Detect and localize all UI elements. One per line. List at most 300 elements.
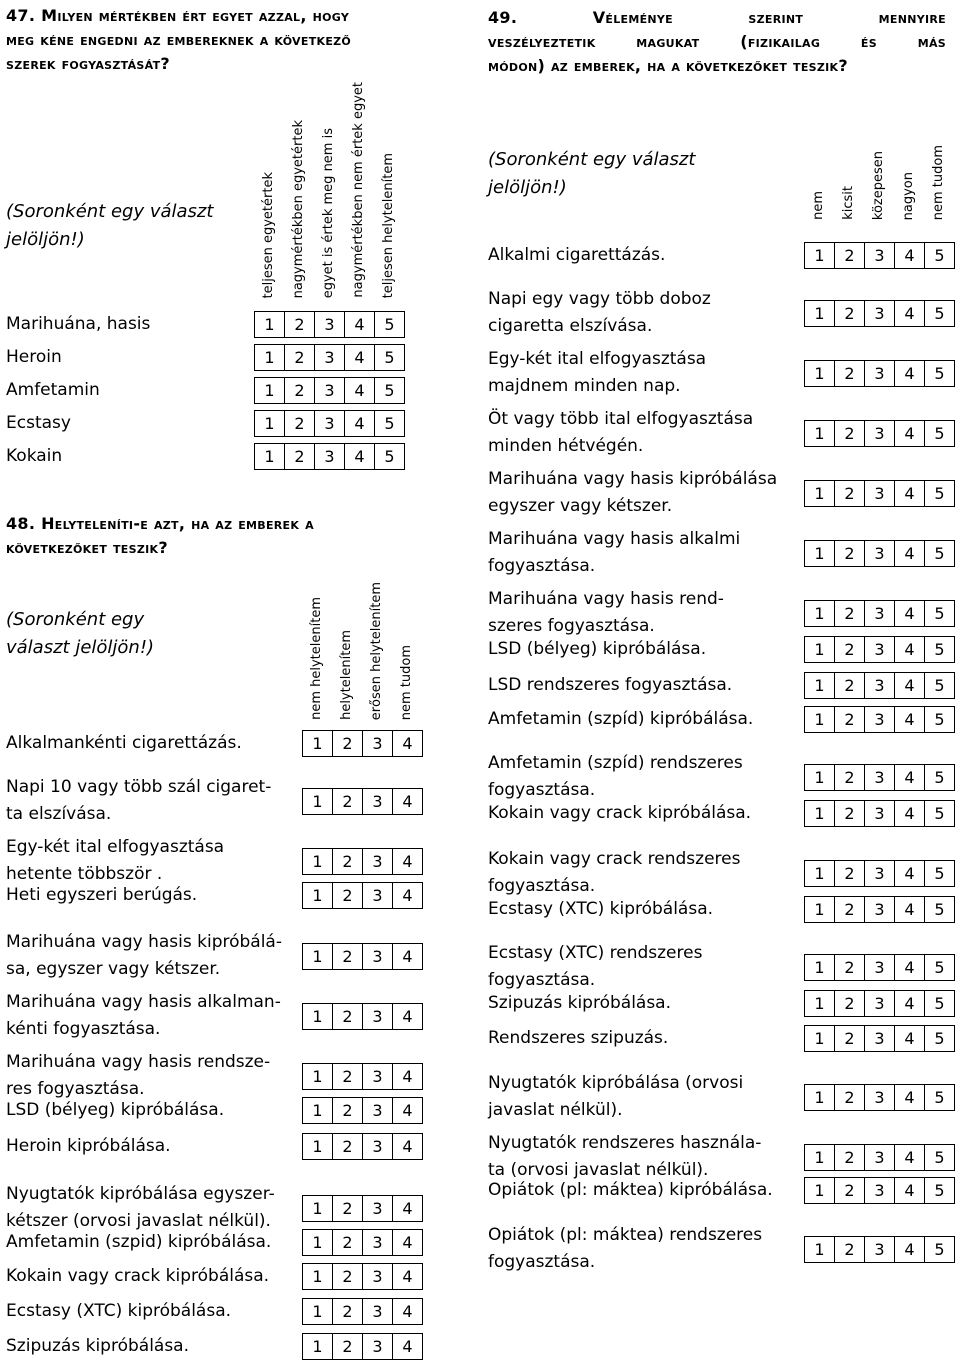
answer-option-1[interactable]: 1	[804, 636, 835, 663]
answer-option-2[interactable]: 2	[332, 1263, 363, 1290]
answer-option-5[interactable]: 5	[924, 1236, 955, 1263]
item-label-line: Ecstasy (XTC) rendszeres	[488, 943, 703, 963]
answer-options	[804, 1025, 954, 1052]
item-label	[488, 636, 706, 663]
answer-option-1[interactable]: 1	[804, 420, 835, 447]
q49-title-line1: 49. Véleménye szerint mennyire	[488, 8, 946, 27]
answer-option-3[interactable]: 3	[314, 344, 345, 371]
q49-title-line3: módon) az emberek, ha a következőket teszik?	[488, 56, 848, 75]
answer-option-2[interactable]: 2	[834, 600, 865, 627]
answer-option-5[interactable]: 5	[374, 410, 405, 437]
answer-option-1[interactable]: 1	[804, 1084, 835, 1111]
q48-header-3: erősen helytelenítem	[369, 582, 384, 721]
answer-option-5[interactable]: 5	[924, 242, 955, 269]
item-label	[6, 1049, 270, 1103]
q47-title-line2: meg kéne engedni az embereknek a következő	[6, 30, 352, 49]
item-label-line: Egy-két ital elfogyasztása	[488, 349, 707, 369]
item-label	[6, 1133, 171, 1160]
answer-option-1[interactable]: 1	[804, 990, 835, 1017]
item-label-line: Napi 10 vagy több szál cigaret-	[6, 777, 272, 797]
answer-option-3[interactable]: 3	[864, 360, 895, 387]
answer-option-5[interactable]: 5	[924, 600, 955, 627]
item-label	[6, 989, 281, 1043]
answer-option-1[interactable]: 1	[804, 706, 835, 733]
answer-option-2[interactable]: 2	[332, 788, 363, 815]
item-label-line: Heroin kipróbálása.	[6, 1136, 171, 1156]
item-label-line: sa, egyszer vagy kétszer.	[6, 959, 221, 979]
answer-option-3[interactable]: 3	[362, 943, 393, 970]
answer-option-3[interactable]: 3	[362, 1298, 393, 1325]
answer-option-5[interactable]: 5	[374, 377, 405, 404]
item-label	[488, 526, 740, 580]
answer-option-3[interactable]: 3	[864, 480, 895, 507]
answer-options	[804, 420, 954, 447]
answer-option-4[interactable]: 4	[392, 1298, 423, 1325]
item-label-line: Opiátok (pl: máktea) kipróbálása.	[488, 1180, 773, 1200]
answer-option-3[interactable]: 3	[362, 848, 393, 875]
q49-instruction-line2: jelöljön!)	[488, 177, 567, 198]
answer-option-3[interactable]: 3	[362, 882, 393, 909]
answer-option-4[interactable]: 4	[894, 540, 925, 567]
answer-option-1[interactable]: 1	[804, 540, 835, 567]
answer-option-2[interactable]: 2	[834, 300, 865, 327]
answer-option-4[interactable]: 4	[392, 1003, 423, 1030]
answer-option-2[interactable]: 2	[332, 882, 363, 909]
item-label	[6, 410, 71, 437]
answer-option-5[interactable]: 5	[374, 344, 405, 371]
answer-option-2[interactable]: 2	[834, 360, 865, 387]
q47-header-1: teljesen egyetértek	[261, 172, 276, 299]
item-label-line: Amfetamin (szpíd) kipróbálása.	[488, 709, 754, 729]
answer-option-4[interactable]: 4	[894, 420, 925, 447]
answer-options	[254, 377, 404, 404]
item-label-line: Marihuána vagy hasis rendsze-	[6, 1052, 271, 1072]
answer-option-2[interactable]: 2	[332, 730, 363, 757]
item-label-line: LSD (bélyeg) kipróbálása.	[488, 639, 707, 659]
answer-option-5[interactable]: 5	[924, 706, 955, 733]
answer-option-4[interactable]: 4	[894, 600, 925, 627]
answer-option-3[interactable]: 3	[362, 1229, 393, 1256]
q48-instruction	[6, 606, 154, 662]
q49-instruction	[488, 146, 695, 202]
item-label-line: Rendszeres szipuzás.	[488, 1028, 669, 1048]
item-label	[6, 834, 224, 888]
answer-options	[804, 896, 954, 923]
item-label-line: Heroin	[6, 347, 62, 367]
q47-title-line1: 47. Milyen mértékben ért egyet azzal, hogy	[6, 6, 350, 25]
item-label-line: LSD rendszeres fogyasztása.	[488, 675, 733, 695]
answer-option-5[interactable]: 5	[924, 896, 955, 923]
item-label	[488, 242, 665, 269]
answer-option-1[interactable]: 1	[302, 1229, 333, 1256]
q49-header-4: nagyon	[901, 172, 916, 221]
answer-option-4[interactable]: 4	[392, 943, 423, 970]
item-label-line: Marihuána vagy hasis alkalmi	[488, 529, 741, 549]
answer-option-3[interactable]: 3	[314, 410, 345, 437]
item-label	[488, 586, 724, 640]
answer-option-3[interactable]: 3	[864, 990, 895, 1017]
answer-option-4[interactable]: 4	[344, 311, 375, 338]
answer-option-2[interactable]: 2	[332, 1229, 363, 1256]
answer-option-5[interactable]: 5	[924, 420, 955, 447]
answer-option-3[interactable]: 3	[362, 730, 393, 757]
answer-option-4[interactable]: 4	[894, 636, 925, 663]
answer-option-1[interactable]: 1	[254, 377, 285, 404]
answer-option-1[interactable]: 1	[302, 730, 333, 757]
answer-option-4[interactable]: 4	[894, 242, 925, 269]
answer-options	[804, 990, 954, 1017]
q49-header-3: közepesen	[871, 151, 886, 221]
answer-option-4[interactable]: 4	[894, 300, 925, 327]
answer-option-4[interactable]: 4	[392, 1097, 423, 1124]
answer-option-1[interactable]: 1	[804, 800, 835, 827]
answer-option-3[interactable]: 3	[864, 1236, 895, 1263]
answer-option-4[interactable]: 4	[894, 1025, 925, 1052]
answer-option-2[interactable]: 2	[834, 860, 865, 887]
answer-option-1[interactable]: 1	[254, 311, 285, 338]
answer-option-2[interactable]: 2	[332, 1133, 363, 1160]
answer-option-4[interactable]: 4	[392, 788, 423, 815]
answer-option-3[interactable]: 3	[362, 1133, 393, 1160]
answer-option-5[interactable]: 5	[924, 672, 955, 699]
answer-option-3[interactable]: 3	[864, 860, 895, 887]
answer-option-3[interactable]: 3	[864, 672, 895, 699]
answer-option-4[interactable]: 4	[894, 480, 925, 507]
answer-options	[804, 860, 954, 887]
answer-option-5[interactable]: 5	[924, 360, 955, 387]
item-label-line: Nyugtatók kipróbálása egyszer-	[6, 1184, 275, 1204]
answer-option-3[interactable]: 3	[864, 800, 895, 827]
answer-options	[804, 636, 954, 663]
answer-option-2[interactable]: 2	[834, 764, 865, 791]
answer-option-1[interactable]: 1	[804, 954, 835, 981]
answer-option-4[interactable]: 4	[894, 1084, 925, 1111]
answer-option-2[interactable]: 2	[834, 242, 865, 269]
answer-option-3[interactable]: 3	[864, 1084, 895, 1111]
answer-option-4[interactable]: 4	[392, 848, 423, 875]
q48-header-4: nem tudom	[399, 645, 414, 721]
answer-option-2[interactable]: 2	[834, 1177, 865, 1204]
q47-instruction	[6, 198, 213, 254]
item-label	[488, 286, 711, 340]
answer-option-3[interactable]: 3	[864, 1144, 895, 1171]
item-label-line: Kokain vagy crack rendszeres	[488, 849, 741, 869]
answer-option-1[interactable]: 1	[804, 1177, 835, 1204]
answer-option-4[interactable]: 4	[344, 410, 375, 437]
answer-options	[804, 800, 954, 827]
answer-option-1[interactable]: 1	[804, 1144, 835, 1171]
answer-option-5[interactable]: 5	[374, 443, 405, 470]
answer-option-2[interactable]: 2	[332, 1333, 363, 1360]
answer-options	[804, 540, 954, 567]
answer-option-4[interactable]: 4	[344, 377, 375, 404]
answer-option-2[interactable]: 2	[834, 540, 865, 567]
item-label	[6, 1298, 231, 1325]
answer-option-4[interactable]: 4	[392, 882, 423, 909]
answer-option-3[interactable]: 3	[362, 1195, 393, 1222]
answer-option-2[interactable]: 2	[284, 377, 315, 404]
answer-options	[302, 1097, 422, 1124]
answer-option-4[interactable]: 4	[894, 990, 925, 1017]
item-label	[6, 1333, 189, 1360]
item-label-line: fogyasztása.	[488, 1252, 596, 1272]
item-label-line: Amfetamin	[6, 380, 100, 400]
item-label-line: Marihuána vagy hasis kipróbálá-	[6, 932, 282, 952]
answer-option-4[interactable]: 4	[392, 1263, 423, 1290]
item-label-line: Amfetamin (szpid) kipróbálása.	[6, 1232, 272, 1252]
item-label-line: majdnem minden nap.	[488, 376, 681, 396]
answer-option-1[interactable]: 1	[302, 1063, 333, 1090]
answer-option-2[interactable]: 2	[332, 1298, 363, 1325]
q48-title-line2: következőket teszik?	[6, 538, 168, 557]
answer-option-2[interactable]: 2	[834, 896, 865, 923]
answer-option-4[interactable]: 4	[894, 800, 925, 827]
answer-option-3[interactable]: 3	[864, 954, 895, 981]
answer-option-5[interactable]: 5	[924, 1177, 955, 1204]
answer-option-4[interactable]: 4	[392, 1195, 423, 1222]
answer-option-5[interactable]: 5	[924, 300, 955, 327]
answer-option-2[interactable]: 2	[834, 1025, 865, 1052]
answer-option-1[interactable]: 1	[302, 1097, 333, 1124]
answer-option-1[interactable]: 1	[254, 443, 285, 470]
answer-option-3[interactable]: 3	[864, 420, 895, 447]
answer-option-5[interactable]: 5	[924, 1025, 955, 1052]
answer-option-1[interactable]: 1	[302, 882, 333, 909]
answer-option-2[interactable]: 2	[332, 943, 363, 970]
answer-options	[804, 1236, 954, 1263]
answer-options	[302, 1229, 422, 1256]
answer-option-3[interactable]: 3	[362, 788, 393, 815]
item-label-line: Kokain	[6, 446, 63, 466]
answer-options	[804, 600, 954, 627]
answer-option-1[interactable]: 1	[254, 344, 285, 371]
answer-option-4[interactable]: 4	[344, 344, 375, 371]
answer-option-4[interactable]: 4	[894, 1144, 925, 1171]
answer-options	[804, 764, 954, 791]
answer-option-3[interactable]: 3	[362, 1003, 393, 1030]
answer-option-3[interactable]: 3	[314, 377, 345, 404]
answer-option-1[interactable]: 1	[302, 848, 333, 875]
answer-option-1[interactable]: 1	[302, 1333, 333, 1360]
answer-option-1[interactable]: 1	[804, 360, 835, 387]
answer-option-1[interactable]: 1	[804, 1025, 835, 1052]
answer-option-2[interactable]: 2	[834, 800, 865, 827]
answer-options	[302, 1263, 422, 1290]
answer-option-3[interactable]: 3	[864, 896, 895, 923]
answer-options	[302, 1133, 422, 1160]
answer-option-1[interactable]: 1	[804, 300, 835, 327]
answer-options	[804, 954, 954, 981]
answer-option-2[interactable]: 2	[284, 311, 315, 338]
answer-option-5[interactable]: 5	[924, 954, 955, 981]
answer-options	[254, 410, 404, 437]
answer-option-3[interactable]: 3	[362, 1263, 393, 1290]
answer-options	[804, 242, 954, 269]
answer-option-2[interactable]: 2	[284, 344, 315, 371]
answer-option-3[interactable]: 3	[864, 1177, 895, 1204]
q48-title	[6, 512, 314, 560]
item-label-line: Marihuána vagy hasis alkalman-	[6, 992, 281, 1012]
answer-option-3[interactable]: 3	[864, 600, 895, 627]
item-label-line: LSD (bélyeg) kipróbálása.	[6, 1100, 225, 1120]
answer-option-2[interactable]: 2	[834, 420, 865, 447]
item-label-line: Egy-két ital elfogyasztása	[6, 837, 225, 857]
answer-option-5[interactable]: 5	[924, 480, 955, 507]
answer-option-1[interactable]: 1	[804, 242, 835, 269]
answer-option-4[interactable]: 4	[894, 360, 925, 387]
q49-instruction-line1: (Soronként egy választ	[488, 149, 696, 170]
answer-option-4[interactable]: 4	[894, 764, 925, 791]
answer-option-4[interactable]: 4	[894, 860, 925, 887]
item-label	[488, 1177, 773, 1204]
answer-options	[804, 300, 954, 327]
q47-header-2: nagymértékben egyetértek	[291, 120, 306, 299]
item-label	[488, 1222, 762, 1276]
answer-option-5[interactable]: 5	[924, 764, 955, 791]
answer-option-4[interactable]: 4	[894, 672, 925, 699]
item-label-line: kétszer (orvosi javaslat nélkül).	[6, 1211, 271, 1231]
answer-option-2[interactable]: 2	[834, 954, 865, 981]
answer-option-2[interactable]: 2	[284, 410, 315, 437]
answer-option-2[interactable]: 2	[332, 1063, 363, 1090]
answer-option-1[interactable]: 1	[804, 764, 835, 791]
answer-option-4[interactable]: 4	[894, 1177, 925, 1204]
q47-header-3: egyet is értek meg nem is	[321, 128, 336, 299]
q48-title-line1: 48. Helyteleníti-e azt, ha az emberek a	[6, 514, 314, 533]
answer-options	[302, 1298, 422, 1325]
item-label	[488, 706, 753, 733]
answer-option-1[interactable]: 1	[302, 1263, 333, 1290]
answer-options	[302, 1333, 422, 1360]
answer-option-1[interactable]: 1	[804, 896, 835, 923]
answer-option-2[interactable]: 2	[834, 636, 865, 663]
answer-option-5[interactable]: 5	[924, 636, 955, 663]
q48-instruction-line2: választ jelöljön!)	[6, 637, 155, 658]
item-label-line: Amfetamin (szpíd) rendszeres	[488, 753, 743, 773]
item-label	[488, 466, 777, 520]
answer-option-2[interactable]: 2	[332, 1097, 363, 1124]
answer-option-2[interactable]: 2	[332, 848, 363, 875]
answer-option-3[interactable]: 3	[362, 1097, 393, 1124]
answer-options	[302, 1003, 422, 1030]
answer-option-3[interactable]: 3	[864, 636, 895, 663]
answer-options	[804, 1144, 954, 1171]
left-column	[6, 0, 446, 1363]
item-label	[6, 929, 282, 983]
answer-option-3[interactable]: 3	[362, 1063, 393, 1090]
answer-option-5[interactable]: 5	[924, 990, 955, 1017]
item-label-line: Marihuána vagy hasis rend-	[488, 589, 724, 609]
item-label-line: szeres fogyasztása.	[488, 616, 655, 636]
answer-options	[804, 1084, 954, 1111]
answer-option-4[interactable]: 4	[894, 1236, 925, 1263]
q47-instruction-line1: (Soronként egy választ	[6, 201, 214, 222]
item-label-line: fogyasztása.	[488, 970, 596, 990]
answer-option-4[interactable]: 4	[392, 730, 423, 757]
answer-option-3[interactable]: 3	[314, 443, 345, 470]
answer-option-5[interactable]: 5	[374, 311, 405, 338]
answer-option-1[interactable]: 1	[302, 1003, 333, 1030]
item-label-line: javaslat nélkül).	[488, 1100, 623, 1120]
answer-option-1[interactable]: 1	[804, 860, 835, 887]
answer-option-1[interactable]: 1	[302, 788, 333, 815]
answer-option-3[interactable]: 3	[864, 706, 895, 733]
answer-option-2[interactable]: 2	[834, 1236, 865, 1263]
answer-option-1[interactable]: 1	[302, 1133, 333, 1160]
answer-option-3[interactable]: 3	[864, 300, 895, 327]
answer-option-1[interactable]: 1	[804, 480, 835, 507]
answer-option-2[interactable]: 2	[332, 1195, 363, 1222]
answer-option-4[interactable]: 4	[392, 1063, 423, 1090]
answer-option-4[interactable]: 4	[392, 1333, 423, 1360]
q47-header-5: teljesen helytelenítem	[381, 153, 396, 299]
item-label-line: egyszer vagy kétszer.	[488, 496, 673, 516]
answer-option-2[interactable]: 2	[834, 1084, 865, 1111]
item-label	[6, 311, 150, 338]
answer-option-4[interactable]: 4	[344, 443, 375, 470]
answer-option-4[interactable]: 4	[894, 706, 925, 733]
answer-option-3[interactable]: 3	[864, 540, 895, 567]
item-label	[6, 882, 197, 909]
answer-option-1[interactable]: 1	[804, 600, 835, 627]
item-label-line: res fogyasztása.	[6, 1079, 145, 1099]
answer-option-4[interactable]: 4	[894, 896, 925, 923]
answer-option-2[interactable]: 2	[834, 706, 865, 733]
item-label-line: Opiátok (pl: máktea) rendszeres	[488, 1225, 763, 1245]
answer-option-5[interactable]: 5	[924, 800, 955, 827]
answer-option-2[interactable]: 2	[834, 1144, 865, 1171]
answer-option-5[interactable]: 5	[924, 540, 955, 567]
answer-option-4[interactable]: 4	[894, 954, 925, 981]
answer-option-3[interactable]: 3	[864, 764, 895, 791]
item-label	[6, 443, 62, 470]
answer-option-2[interactable]: 2	[834, 480, 865, 507]
item-label	[6, 730, 242, 757]
answer-option-2[interactable]: 2	[834, 672, 865, 699]
answer-option-1[interactable]: 1	[804, 1236, 835, 1263]
answer-option-3[interactable]: 3	[314, 311, 345, 338]
answer-option-4[interactable]: 4	[392, 1229, 423, 1256]
answer-option-2[interactable]: 2	[284, 443, 315, 470]
item-label-line: Nyugtatók rendszeres használa-	[488, 1133, 762, 1153]
answer-option-5[interactable]: 5	[924, 860, 955, 887]
item-label	[6, 1097, 224, 1124]
item-label-line: fogyasztása.	[488, 876, 596, 896]
answer-option-2[interactable]: 2	[332, 1003, 363, 1030]
answer-option-3[interactable]: 3	[362, 1333, 393, 1360]
item-label	[488, 896, 713, 923]
answer-option-1[interactable]: 1	[302, 943, 333, 970]
answer-option-3[interactable]: 3	[864, 1025, 895, 1052]
q48-header-2: helytelenítem	[339, 630, 354, 720]
answer-option-4[interactable]: 4	[392, 1133, 423, 1160]
answer-option-3[interactable]: 3	[864, 242, 895, 269]
item-label-line: fogyasztása.	[488, 780, 596, 800]
answer-options	[254, 443, 404, 470]
q47-header-4: nagymértékben nem értek egyet	[351, 82, 366, 298]
answer-option-1[interactable]: 1	[804, 672, 835, 699]
q48-header-1: nem helytelenítem	[309, 597, 324, 720]
answer-options	[254, 344, 404, 371]
answer-option-1[interactable]: 1	[254, 410, 285, 437]
answer-option-1[interactable]: 1	[302, 1195, 333, 1222]
item-label	[6, 1263, 269, 1290]
answer-option-5[interactable]: 5	[924, 1084, 955, 1111]
q49-header-2: kicsit	[841, 186, 856, 220]
answer-option-1[interactable]: 1	[302, 1298, 333, 1325]
answer-option-5[interactable]: 5	[924, 1144, 955, 1171]
answer-option-2[interactable]: 2	[834, 990, 865, 1017]
